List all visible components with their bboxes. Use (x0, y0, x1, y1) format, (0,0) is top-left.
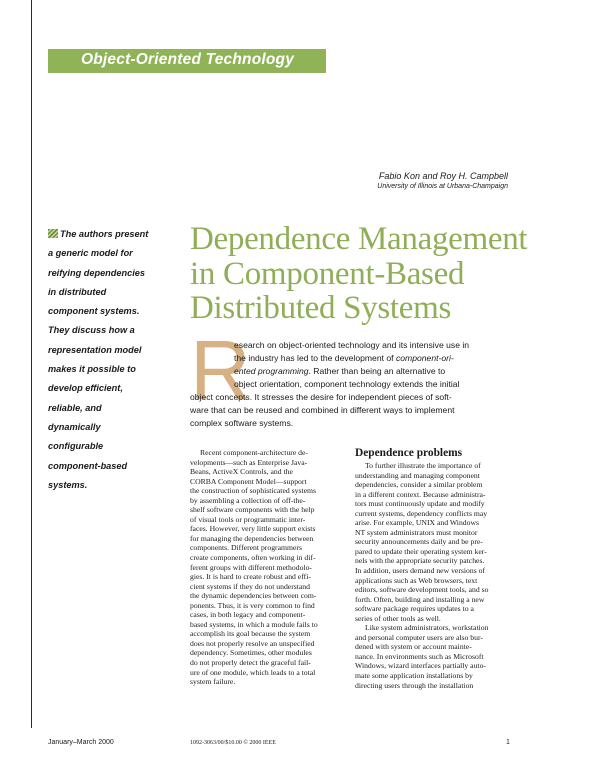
body-line: dependency. Sometimes, other modules (190, 648, 312, 658)
body-line: system failure. (190, 677, 236, 687)
body-line: velopments—such as Enterprise Java- (190, 457, 308, 467)
body-line: cases, in both legacy and component- (190, 610, 306, 620)
body-line: the construction of sophisticated systems (190, 486, 316, 496)
body-line: Like system administrators, workstation (365, 623, 489, 633)
abstract-line: a generic model for (48, 248, 133, 259)
body-line: ponents. Thus, it is very common to find (190, 600, 315, 610)
body-line: forth. Often, building and installing a new (355, 594, 485, 604)
body-line: security announcements daily and be pre- (355, 537, 483, 547)
body-line: In addition, users demand new versions of (355, 566, 486, 576)
hatched-bullet-icon (48, 229, 58, 238)
body-line: by assembling a collection of off-the- (190, 495, 306, 505)
body-line: mate some application installations by (355, 671, 473, 681)
intro-line: object concepts. It stresses the desire for independent pieces of soft- (190, 392, 452, 402)
footer-issn: 1092-3063/00/$10.00 © 2000 IEEE (190, 740, 276, 746)
body-line: faces. However, very little support exists (190, 524, 316, 534)
body-line: directing users through the installation (355, 680, 474, 690)
title-line: in Component-Based (190, 255, 465, 292)
body-line: software package requires updates to a (355, 604, 474, 614)
body-line: applications such as Web browsers, text (355, 575, 478, 585)
article-title (190, 221, 528, 326)
abstract-line: configurable (48, 441, 104, 452)
abstract-sidebar (48, 225, 160, 495)
body-line: gies. It is hard to create robust and effi- (190, 572, 311, 582)
body-line: components. Different programmers (190, 543, 302, 553)
body-line: arise. For example, UNIX and Windows (355, 518, 480, 528)
abstract-line: component systems. (48, 306, 140, 317)
body-line: does not properly resolve an unspecified (190, 638, 315, 648)
footer-date: January–March 2000 (48, 739, 114, 746)
intro-line: the industry has led to the development of (234, 353, 394, 363)
body-line: ferent groups with different methodolo- (190, 562, 312, 572)
author-affiliation: University of Illinois at Urbana-Champaign (377, 183, 508, 190)
body-column-right (355, 446, 515, 690)
body-line: in a different context. Because administra- (355, 489, 486, 499)
intro-line: ware that can be reused and combined in different ways to implement (190, 405, 455, 415)
body-line: cient systems if they do not understand (190, 581, 310, 591)
body-line: Beans, ActiveX Controls, and the (190, 467, 293, 477)
body-column-left (190, 448, 350, 687)
body-line: for managing the dependencies between (190, 533, 314, 543)
body-line: NT system administrators must monitor (355, 527, 478, 537)
author-names: Fabio Kon and Roy H. Campbell (378, 171, 508, 181)
section-banner (48, 49, 326, 73)
abstract-line: component-based (48, 460, 128, 471)
body-line: based systems, in which a module fails to (190, 619, 318, 629)
page-number: 1 (506, 739, 510, 746)
body-line: tors must continuously update and modify (355, 499, 485, 509)
body-line: To further illustrate the importance of (365, 461, 481, 470)
abstract-line: develop efficient, (48, 383, 123, 394)
intro-emphasis: component-ori- (395, 353, 454, 363)
intro-line: . Rather than being an alternative to (308, 366, 446, 376)
body-line: create components, often working in dif- (190, 553, 316, 563)
abstract-line: dynamically (48, 421, 101, 432)
body-line: editors, software development tools, and so (355, 585, 489, 595)
body-line: series of other tools as well. (355, 613, 441, 623)
body-line: accomplish its goal because the system (190, 629, 311, 639)
abstract-line: in distributed (48, 286, 107, 297)
margin-rule (31, 0, 32, 728)
body-line: pared to update their operating system ker- (355, 546, 487, 556)
abstract-line: representation model (48, 344, 142, 355)
intro-emphasis: ented programming (234, 366, 309, 376)
abstract-line: reifying dependencies (48, 267, 146, 278)
abstract-line: reliable, and (48, 402, 102, 413)
intro-line: esearch on object-oriented technology and its intensive use in (234, 340, 470, 350)
section-label: Object-Oriented Technology (81, 51, 295, 68)
intro-line: complex software systems. (190, 418, 294, 428)
body-line: of visual tools or programmatic inter- (190, 514, 306, 524)
intro-paragraph (190, 339, 520, 430)
author-block (377, 170, 508, 192)
title-line: Distributed Systems (190, 290, 452, 326)
abstract-line: The authors present (60, 229, 149, 239)
body-line: dependencies, consider a similar problem (355, 480, 483, 490)
body-line: Windows, wizard interfaces partially auto- (355, 661, 486, 671)
drop-cap: R (190, 323, 251, 417)
section-heading: Dependence problems (355, 447, 463, 459)
abstract-line: systems. (48, 479, 88, 490)
body-line: understanding and managing component (355, 470, 480, 480)
abstract-line: makes it possible to (48, 364, 136, 375)
abstract-line: They discuss how a (48, 325, 135, 336)
body-line: the dynamic dependencies between com- (190, 591, 317, 601)
intro-line: object orientation, component technology extends the initial (234, 379, 460, 389)
body-line: nels with the appropriate security patches. (355, 556, 485, 566)
body-line: ure of one module, which leads to a total (190, 667, 316, 677)
body-line: and personal computer users are also bur- (355, 632, 483, 642)
body-line: CORBA Component Model—support (190, 476, 307, 486)
body-line: current systems, dependency conflicts may (355, 508, 488, 518)
body-line: shelf software components with the help (190, 505, 315, 515)
title-line: Dependence Management (190, 221, 528, 257)
body-line: nance. In environments such as Microsoft (355, 651, 484, 661)
body-line: Recent component-architecture de- (200, 448, 308, 457)
body-line: do not properly detect the graceful fail- (190, 658, 311, 668)
body-line: dened with system or account mainte- (355, 642, 472, 652)
